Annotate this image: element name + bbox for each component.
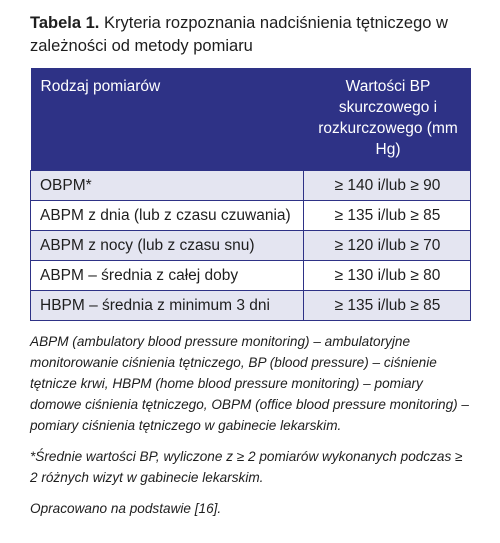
row-value: ≥ 140 i/lub ≥ 90 bbox=[304, 171, 471, 201]
table-row bbox=[31, 171, 471, 201]
table-row bbox=[31, 201, 471, 231]
row-method: ABPM – średnia z całej doby bbox=[31, 261, 304, 291]
header-measurement-type: Rodzaj pomiarów bbox=[31, 68, 304, 171]
table-row bbox=[31, 231, 471, 261]
row-value: ≥ 135 i/lub ≥ 85 bbox=[304, 291, 471, 321]
row-value: ≥ 130 i/lub ≥ 80 bbox=[304, 261, 471, 291]
row-method: ABPM z nocy (lub z czasu snu) bbox=[31, 231, 304, 261]
footnote: *Średnie wartości BP, wyliczone z ≥ 2 pomiarów wykonanych podczas ≥ 2 różnych wizyt w gabinecie lekarskim. bbox=[30, 449, 463, 485]
row-value: ≥ 135 i/lub ≥ 85 bbox=[304, 201, 471, 231]
row-method: HBPM – średnia z minimum 3 dni bbox=[31, 291, 304, 321]
source-note: Opracowano na podstawie [16]. bbox=[30, 501, 222, 516]
table-notes bbox=[30, 331, 470, 519]
document bbox=[30, 12, 470, 529]
abbreviations-note: ABPM (ambulatory blood pressure monitoring) – ambulatoryjne monitorowanie ciśnienia tętniczego, BP (blood pressure) – ciśnienie tętnicze krwi, HBPM (home blood pressure monitoring) – pomiary domowe ciśnienia tętniczego, OBPM (office blood pressure monitoring) – pomiary ciśnienia tętniczego w gabinecie lekarskim. bbox=[30, 334, 469, 433]
row-value: ≥ 120 i/lub ≥ 70 bbox=[304, 231, 471, 261]
table-caption-label: Tabela 1. bbox=[30, 14, 100, 32]
table-row bbox=[31, 261, 471, 291]
row-method: ABPM z dnia (lub z czasu czuwania) bbox=[31, 201, 304, 231]
row-method: OBPM* bbox=[31, 171, 304, 201]
table-header-row bbox=[31, 68, 471, 171]
header-bp-values: Wartości BP skurczowego i rozkurczowego (mm Hg) bbox=[304, 68, 471, 171]
criteria-table bbox=[30, 68, 471, 321]
table-row bbox=[31, 291, 471, 321]
table-caption-text: Kryteria rozpoznania nadciśnienia tętniczego w zależności od metody pomiaru bbox=[30, 14, 448, 55]
table-caption bbox=[30, 12, 470, 58]
